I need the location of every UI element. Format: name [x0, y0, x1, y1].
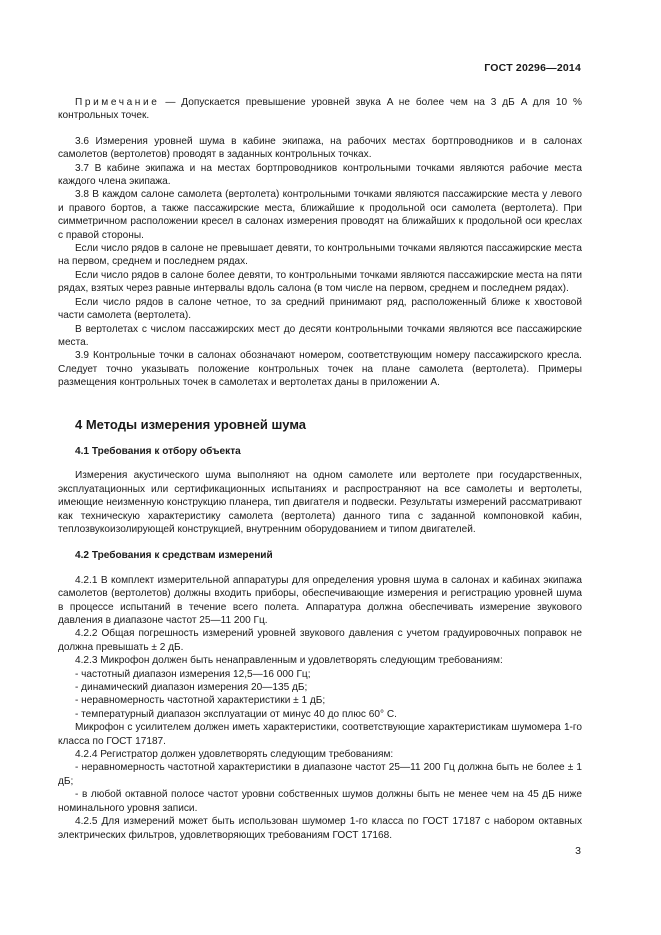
paragraph-3-9: 3.9 Контрольные точки в салонах обозначают номером, соответствующим номеру пассажирского кресла. Следует точно указывать положение контрольных точек на плане самолета (вертолета). Примеры размещения контрольных точек в самолетах и вертолетах даны в приложении А.	[58, 350, 582, 389]
list-item: - температурный диапазон эксплуатации от минус 40 до плюс 60° С.	[75, 708, 397, 720]
paragraph-4-2-4: 4.2.4 Регистратор должен удовлетворять следующим требованиям:	[75, 749, 394, 761]
paragraph-4-2-2: 4.2.2 Общая погрешность измерений уровней звукового давления с учетом градуировочных поправок не должна превышать ± 2 дБ.	[58, 628, 582, 653]
section-4-title: 4 Методы измерения уровней шума	[75, 416, 307, 432]
page-number: 3	[575, 845, 581, 857]
document-body	[58, 96, 582, 842]
paragraph-helicopters: В вертолетах с числом пассажирских мест до десяти контрольными точками являются все пассажирские места.	[58, 323, 582, 348]
note-label: Примечание	[75, 97, 160, 108]
paragraph-microphone-amplifier: Микрофон с усилителем должен иметь характеристики, соответствующие характеристикам шумомера 1-го класса по ГОСТ 17187.	[58, 722, 582, 747]
subsection-4-2-title: 4.2 Требования к средствам измерений	[75, 550, 273, 562]
paragraph-rows-more-nine: Если число рядов в салоне более девяти, то контрольными точками являются пассажирские места на пяти рядах, взятых через равные интервалы вдоль салона (в том числе на первом, среднем и последнем рядах).	[58, 269, 582, 295]
list-item: - неравномерность частотной характеристики в диапазоне частот 25—11 200 Гц должна быть не более ± 1 дБ;	[58, 762, 582, 787]
subsection-4-1-title: 4.1 Требования к отбору объекта	[75, 445, 241, 457]
paragraph-rows-even: Если число рядов в салоне четное, то за средний принимают ряд, расположенный ближе к хвостовой части самолета (вертолета).	[58, 296, 582, 322]
paragraph-4-2-5: 4.2.5 Для измерений может быть использован шумомер 1-го класса по ГОСТ 17187 с набором октавных электрических фильтров, удовлетворяющих требованиям ГОСТ 17168.	[58, 816, 582, 841]
paragraph-rows-nine: Если число рядов в салоне не превышает девяти, то контрольными точками являются пассажирские места на первом, среднем и последнем рядах.	[58, 243, 582, 268]
subsection-4-1-text: Измерения акустического шума выполняют на одном самолете или вертолете при государственных, эксплуатационных или сертификационных испытаниях и распространяют на все самолеты и вертолеты, имеющие неизменную конструкцию планера, тип двигателя и подвески. Результаты измерений рассматривают как техническую характеристику самолета (вертолета) данного типа с заданной компоновкой кабин, теплозвукоизолирующей конструкцией, внутренним оборудованием и типом двигателей.	[58, 470, 582, 535]
paragraph-4-2-3: 4.2.3 Микрофон должен быть ненаправленным и удовлетворять следующим требованиям:	[75, 655, 503, 667]
document-code: ГОСТ 20296—2014	[484, 62, 581, 74]
list-item: - неравномерность частотной характеристики ± 1 дБ;	[75, 695, 326, 707]
note	[58, 96, 582, 123]
list-item: - частотный диапазон измерения 12,5—16 000 Гц;	[75, 668, 311, 680]
paragraph-4-2-1: 4.2.1 В комплект измерительной аппаратуры для определения уровня шума в салонах и кабинах экипажа самолетов (вертолетов) должны входить приборы, обеспечивающие измерения и регистрацию уровней шума в процессе испытаний в течение всего полета. Аппаратура должна обеспечивать измерение звукового давления в диапазоне частот 25—11 200 Гц.	[58, 574, 582, 626]
paragraph-3-6: 3.6 Измерения уровней шума в кабине экипажа, на рабочих местах бортпроводников и в салонах самолетов (вертолетов) проводят в заданных контрольных точках.	[58, 135, 582, 161]
paragraph-3-8: 3.8 В каждом салоне самолета (вертолета) контрольными точками являются пассажирские места у левого и правого бортов, а также пассажирские места, ближайшие к продольной оси самолета (вертолета). При симметричном расположении кресел в салонах измерения проводят на ближайших к продольной оси креслах с правой стороны.	[58, 189, 582, 241]
list-item: - динамический диапазон измерения 20—135 дБ;	[75, 682, 308, 694]
list-item: - в любой октавной полосе частот уровни собственных шумов должны быть не менее чем на 45 дБ ниже номинального уровня записи.	[58, 789, 582, 814]
paragraph-3-7: 3.7 В кабине экипажа и на местах бортпроводников контрольными точками являются рабочие места каждого члена экипажа.	[58, 162, 582, 188]
note-text: — Допускается превышение уровней звука A не более чем на 3 дБ A для 10 % контрольных точек.	[58, 97, 582, 122]
